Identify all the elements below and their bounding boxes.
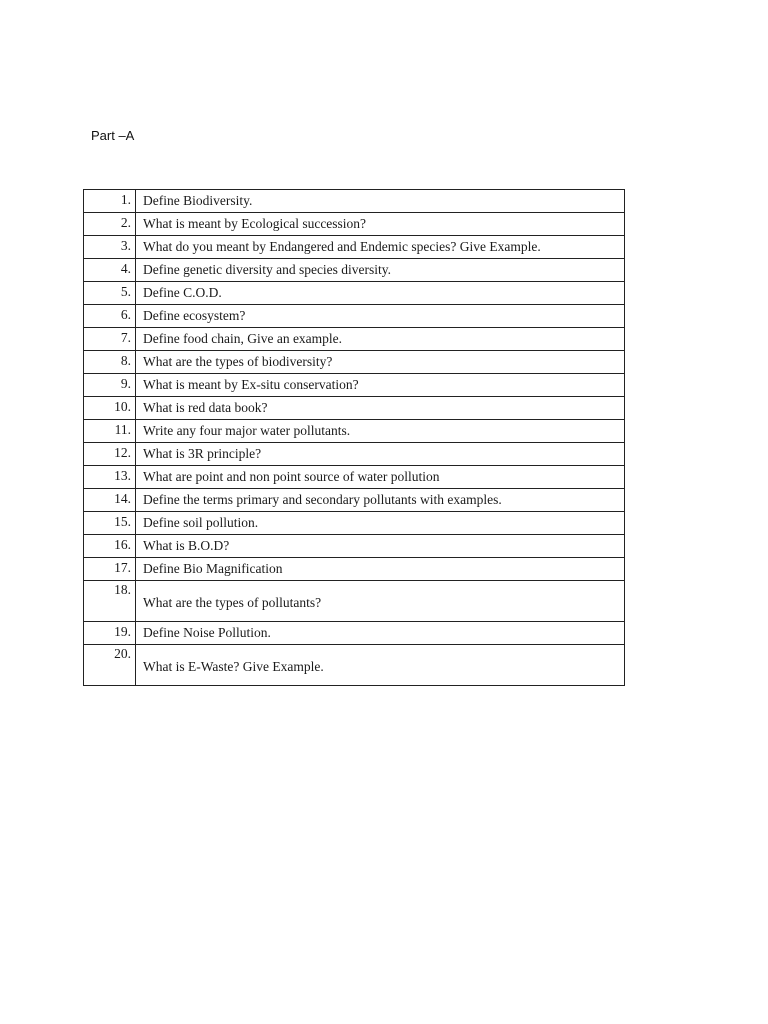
question-row <box>84 190 625 213</box>
question-number: 6. <box>84 305 136 328</box>
question-row <box>84 535 625 558</box>
question-number: 15. <box>84 512 136 535</box>
question-table <box>83 189 625 686</box>
question-row <box>84 351 625 374</box>
question-number: 13. <box>84 466 136 489</box>
question-text: Define C.O.D. <box>136 282 625 305</box>
question-row <box>84 374 625 397</box>
question-text: What do you meant by Endangered and Endemic species? Give Example. <box>136 236 625 259</box>
page-heading: Part –A <box>91 128 135 143</box>
question-text: What is 3R principle? <box>136 443 625 466</box>
question-text: What is meant by Ex-situ conservation? <box>136 374 625 397</box>
question-row <box>84 489 625 512</box>
question-number: 9. <box>84 374 136 397</box>
question-text: Define genetic diversity and species diversity. <box>136 259 625 282</box>
question-row <box>84 420 625 443</box>
question-text: What is meant by Ecological succession? <box>136 213 625 236</box>
question-text: What is B.O.D? <box>136 535 625 558</box>
question-number: 8. <box>84 351 136 374</box>
question-row <box>84 236 625 259</box>
question-number: 19. <box>84 622 136 645</box>
question-number: 7. <box>84 328 136 351</box>
question-text: What are the types of biodiversity? <box>136 351 625 374</box>
question-number: 10. <box>84 397 136 420</box>
question-row <box>84 213 625 236</box>
question-row <box>84 558 625 581</box>
question-row <box>84 305 625 328</box>
question-number: 17. <box>84 558 136 581</box>
question-number: 20. <box>84 645 136 686</box>
question-row <box>84 328 625 351</box>
question-text: Write any four major water pollutants. <box>136 420 625 443</box>
question-number: 11. <box>84 420 136 443</box>
question-row <box>84 282 625 305</box>
question-row <box>84 645 625 686</box>
question-number: 16. <box>84 535 136 558</box>
question-row <box>84 512 625 535</box>
question-text: What are point and non point source of water pollution <box>136 466 625 489</box>
question-text: Define ecosystem? <box>136 305 625 328</box>
question-text: What are the types of pollutants? <box>136 581 625 622</box>
question-text: Define Biodiversity. <box>136 190 625 213</box>
question-number: 12. <box>84 443 136 466</box>
question-number: 2. <box>84 213 136 236</box>
question-text: Define the terms primary and secondary pollutants with examples. <box>136 489 625 512</box>
question-text: Define food chain, Give an example. <box>136 328 625 351</box>
question-text: What is red data book? <box>136 397 625 420</box>
question-row <box>84 622 625 645</box>
question-number: 18. <box>84 581 136 622</box>
question-number: 1. <box>84 190 136 213</box>
question-row <box>84 443 625 466</box>
question-text: Define soil pollution. <box>136 512 625 535</box>
question-number: 3. <box>84 236 136 259</box>
question-number: 14. <box>84 489 136 512</box>
question-text: Define Noise Pollution. <box>136 622 625 645</box>
question-row <box>84 466 625 489</box>
question-row <box>84 259 625 282</box>
question-text: Define Bio Magnification <box>136 558 625 581</box>
question-number: 5. <box>84 282 136 305</box>
question-number: 4. <box>84 259 136 282</box>
question-row <box>84 581 625 622</box>
question-row <box>84 397 625 420</box>
question-text: What is E-Waste? Give Example. <box>136 645 625 686</box>
